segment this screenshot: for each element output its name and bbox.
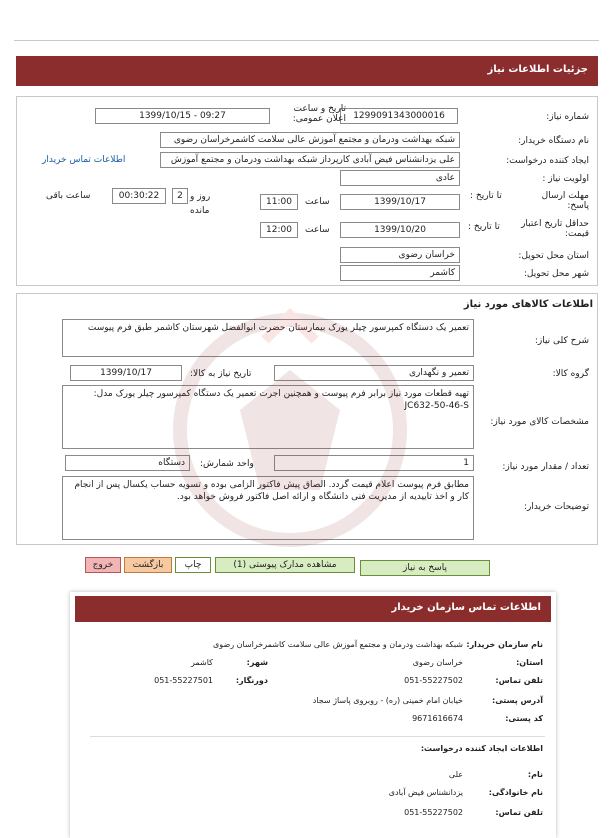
- contact-province-value: خراسان رضوی: [412, 658, 463, 667]
- deadline-time-field: 11:00: [260, 194, 298, 210]
- org-value: شبکه بهداشت ودرمان و مجتمع آموزش عالی سلامت کاشمرخراسان رضوی: [213, 640, 463, 649]
- creator-family-label: نام خانوادگی:: [488, 788, 543, 797]
- creator-section-title: اطلاعات ایجاد کننده درخواست:: [420, 744, 543, 753]
- summary-label: شرح کلی نیاز:: [534, 336, 589, 346]
- need-info-panel: [16, 96, 598, 286]
- price-valid-label: حداقل تاریخ اعتبار قیمت:: [521, 219, 589, 239]
- creator-family-value: یزدانشناس فیض آبادی: [388, 788, 463, 797]
- creator-phone-value: 051-55227502: [404, 808, 463, 817]
- price-valid-time-field: 12:00: [260, 222, 298, 238]
- remaining-suffix: مانده: [190, 206, 210, 216]
- price-to-date-label: تا تاریخ :: [468, 222, 500, 232]
- price-time-label: ساعت: [305, 225, 330, 235]
- address-value: خیابان امام خمینی (ره) - روبروی پاساژ سجاد: [312, 696, 463, 705]
- days-word: روز و: [190, 192, 211, 202]
- fax-label: دورنگار:: [235, 676, 268, 685]
- deadline-label: مهلت ارسال پاسخ:: [541, 191, 589, 211]
- deadline-to-date-label: تا تاریخ :: [470, 191, 502, 201]
- fax-value: 051-55227501: [154, 676, 213, 685]
- back-button[interactable]: بازگشت: [124, 557, 172, 573]
- need-number-field: 1299091343000016: [340, 108, 458, 124]
- attachments-button[interactable]: مشاهده مدارک پیوستی (1): [215, 557, 355, 573]
- goods-group-field: تعمیر و نگهداری: [274, 365, 474, 381]
- contact-city-label: شهر:: [246, 658, 268, 667]
- need-date-label: تاریخ نیاز به کالا:: [190, 369, 252, 379]
- province-field: خراسان رضوی: [340, 247, 460, 263]
- top-divider: [14, 40, 599, 41]
- city-field: کاشمر: [340, 265, 460, 281]
- need-date-field: 1399/10/17: [70, 365, 182, 381]
- deadline-time-label: ساعت: [305, 197, 330, 207]
- phone-label: تلفن تماس:: [495, 676, 543, 685]
- need-number-label: شماره نیاز:: [546, 112, 589, 122]
- contact-city-value: کاشمر: [191, 658, 213, 667]
- remaining-label: ساعت باقی: [46, 191, 91, 201]
- contact-card: [70, 592, 556, 838]
- contact-divider: [90, 736, 545, 737]
- notes-label: توضیحات خریدار:: [523, 502, 589, 512]
- org-label: نام سازمان خریدار:: [466, 640, 543, 649]
- unit-label: واحد شمارش:: [200, 459, 254, 469]
- address-label: آدرس پستی:: [492, 696, 543, 705]
- goods-section-title: اطلاعات کالاهای مورد نیاز: [463, 299, 593, 310]
- province-label: استان محل تحویل:: [518, 251, 589, 261]
- days-remaining-field: 2: [172, 188, 188, 204]
- city-label: شهر محل تحویل:: [523, 269, 589, 279]
- postal-label: کد پستی:: [505, 714, 543, 723]
- creator-phone-label: تلفن تماس:: [495, 808, 543, 817]
- goods-group-label: گروه کالا:: [552, 369, 589, 379]
- notes-field: مطابق فرم پیوست اعلام قیمت گردد. الصاق پیش فاکتور الزامی بوده و تسویه حساب یکسال پس از انجام کار و اخذ تاییدیه از مدیریت فنی دانشگاه و ارائه اصل فاکتور فروش خواهد بود.: [62, 476, 474, 540]
- phone-value: 051-55227502: [404, 676, 463, 685]
- unit-field: دستگاه: [65, 455, 190, 471]
- postal-value: 9671616674: [412, 714, 463, 723]
- priority-field: عادی: [340, 170, 460, 186]
- creator-name-value: علی: [448, 770, 463, 779]
- summary-field: تعمیر یک دستگاه کمپرسور چیلر یورک بیمارستان حضرت ابوالفضل شهرستان کاشمر طبق فرم پیوست: [62, 319, 474, 357]
- qty-field: 1: [274, 455, 474, 471]
- print-button[interactable]: چاپ: [175, 557, 211, 573]
- specs-label: مشخصات کالای مورد نیاز:: [490, 417, 589, 427]
- qty-label: تعداد / مقدار مورد نیاز:: [502, 462, 589, 472]
- deadline-date-field: 1399/10/17: [340, 194, 460, 210]
- contact-title: اطلاعات تماس سازمان خریدار: [75, 596, 551, 622]
- creator-field: علی یزدانشناس فیض آبادی کارپرداز شبکه بهداشت ودرمان و مجتمع آموزش: [160, 152, 460, 168]
- priority-label: اولویت نیاز :: [542, 174, 589, 184]
- page-title: جزئیات اطلاعات نیاز: [16, 56, 598, 86]
- buyer-contact-link[interactable]: اطلاعات تماس خریدار: [42, 155, 126, 165]
- creator-name-label: نام:: [527, 770, 543, 779]
- announce-label: تاریخ و ساعت اعلان عمومی:: [292, 104, 346, 124]
- specs-field: تهیه قطعات مورد نیاز برابر فرم پیوست و همچنین اجرت تعمیر یک دستگاه کمپرسور چیلر یورک مدل: JC632-50-46-S: [62, 385, 474, 449]
- creator-label: ایجاد کننده درخواست:: [506, 156, 589, 166]
- buyer-field: شبکه بهداشت ودرمان و مجتمع آموزش عالی سلامت کاشمرخراسان رضوی: [160, 132, 460, 148]
- reply-button[interactable]: پاسخ به نیاز: [360, 560, 490, 576]
- buyer-label: نام دستگاه خریدار:: [518, 136, 589, 146]
- exit-button[interactable]: خروج: [85, 557, 121, 573]
- contact-province-label: استان:: [516, 658, 543, 667]
- countdown-field: 00:30:22: [112, 188, 166, 204]
- price-valid-date-field: 1399/10/20: [340, 222, 460, 238]
- announce-field: 1399/10/15 - 09:27: [95, 108, 270, 124]
